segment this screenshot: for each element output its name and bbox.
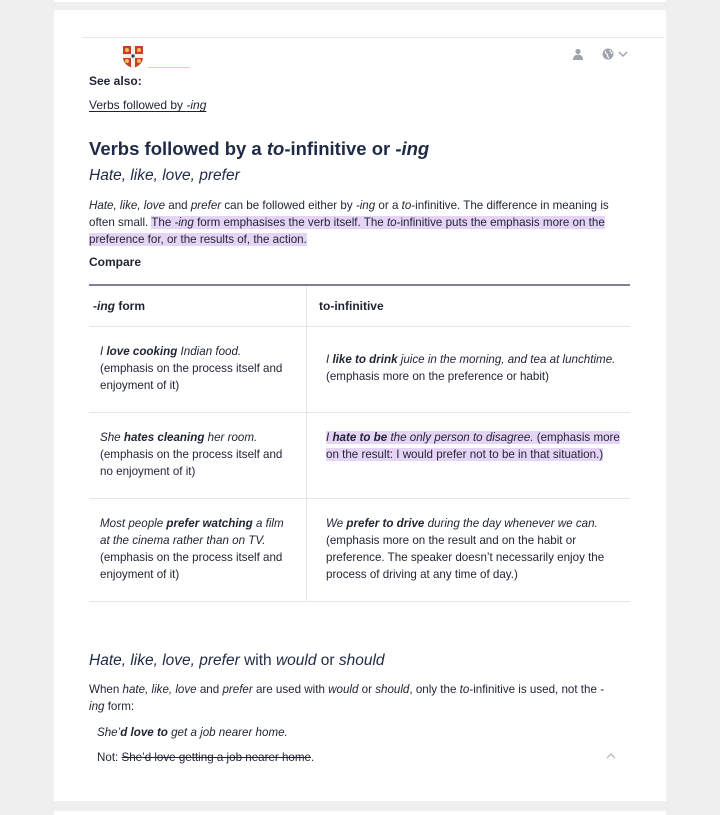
page-title: Verbs followed by a to-infinitive or -ing: [89, 138, 430, 159]
incorrect-example: Not: She’d love getting a job nearer home.: [97, 751, 315, 764]
table-cell: [307, 413, 630, 498]
table-cell: She hates cleaning her room. (emphasis on the process itself and no enjoyment of it): [89, 413, 307, 498]
table-row: [89, 413, 630, 499]
section-subtitle: Hate, like, love, prefer: [89, 167, 240, 184]
table-cell: I love cooking Indian food. (emphasis on the process itself and enjoyment of it): [89, 327, 307, 412]
previous-card-edge: [54, 0, 666, 2]
logo-underline: [148, 67, 190, 68]
table-row: [89, 499, 630, 602]
example-sentence: She’d love to get a job nearer home.: [97, 726, 288, 739]
table-cell: Most people prefer watching a film at the cinema rather than on TV. (emphasis on the process itself and enjoyment of it): [89, 499, 307, 601]
column-header-infinitive: to-infinitive: [319, 299, 384, 313]
table-cell: I like to drink juice in the morning, and tea at lunchtime. (emphasis more on the preference or habit): [326, 353, 616, 383]
chevron-down-icon[interactable]: [618, 50, 628, 58]
content-card: [54, 10, 666, 801]
highlighted-text: I hate to be the only person to disagree. (emphasis more on the result: I would prefer not to be in that situation.): [326, 431, 620, 461]
column-header-ing: -ing form: [89, 286, 307, 326]
table-cell: We prefer to drive during the day whenever we can. (emphasis more on the result and on the habit or preference. The speaker doesn’t necessarily enjoy the process of driving at any time of day.): [326, 517, 605, 581]
globe-icon[interactable]: [602, 48, 614, 60]
table-row: [89, 327, 630, 413]
see-also-link[interactable]: Verbs followed by -ing: [89, 98, 207, 112]
section-heading: Hate, like, love, prefer with would or should: [89, 652, 385, 669]
see-also-label: See also:: [89, 74, 142, 88]
compare-label: Compare: [89, 255, 142, 269]
cambridge-crest-icon[interactable]: [122, 45, 144, 69]
table-header-row: [89, 286, 630, 327]
comparison-table: [89, 284, 630, 602]
highlighted-text: The -ing form emphasises the verb itself. The to-infinitive puts the emphasis more on the preference for, or the results of, the action.: [89, 216, 605, 246]
header-divider: [82, 37, 664, 38]
intro-paragraph: Hate, like, love and prefer can be followed either by -ing or a to-infinitive. The difference in meaning is often small. The -ing form emphasises the verb itself. The to-infinitive puts the emphasis more on the preference for, or the results of, the action.: [89, 199, 609, 246]
next-card-edge: [54, 811, 666, 815]
user-icon[interactable]: [572, 48, 584, 60]
chevron-up-icon[interactable]: [606, 752, 616, 760]
body-paragraph: When hate, like, love and prefer are used with would or should, only the to-infinitive is used, not the -ing form:: [89, 683, 605, 713]
